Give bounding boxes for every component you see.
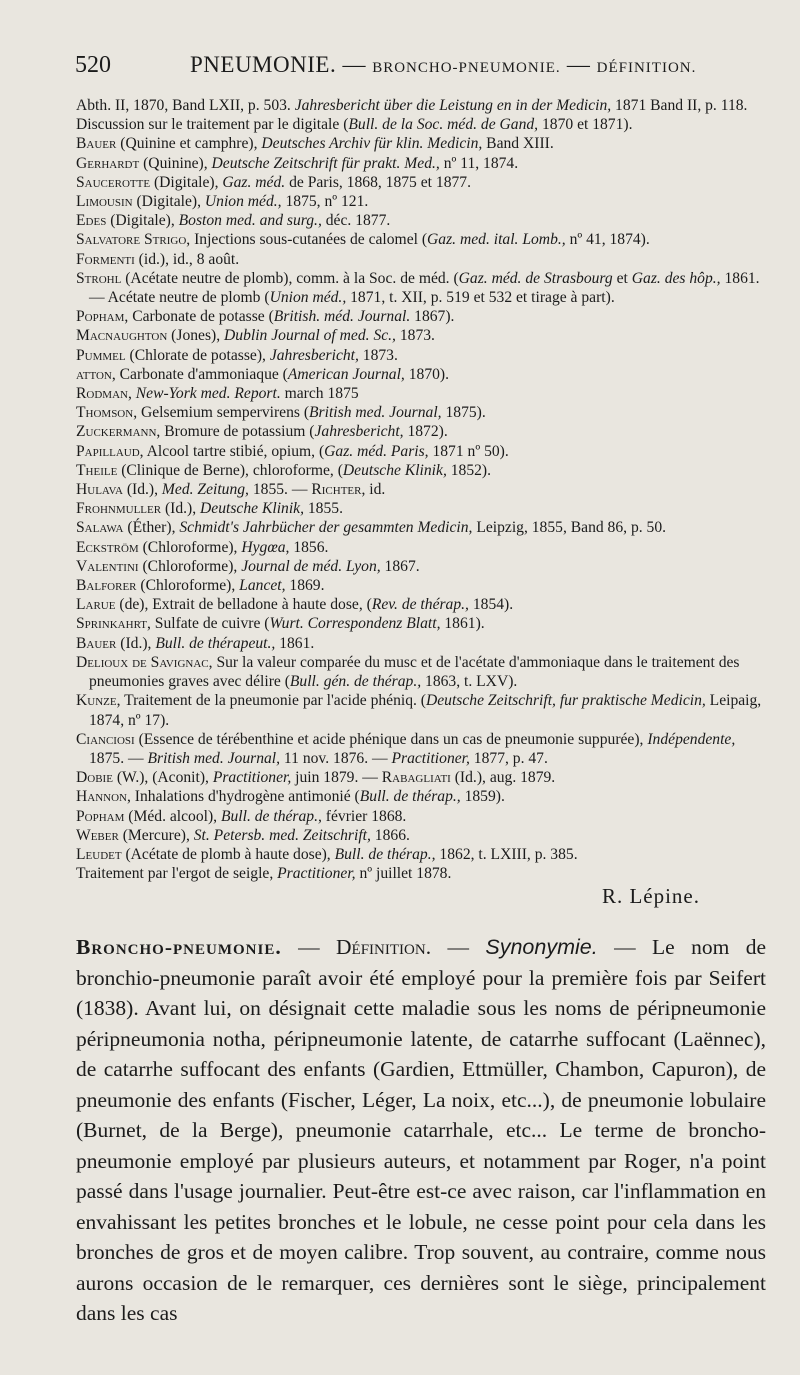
entry-text: (Id.), bbox=[122, 481, 162, 499]
bibliography-entry bbox=[76, 461, 766, 480]
entry-author: Rabagliati bbox=[381, 769, 451, 787]
entry-text: 1852). bbox=[446, 461, 492, 479]
entry-author: Papillaud bbox=[76, 442, 140, 460]
entry-author: Limousin bbox=[76, 193, 133, 211]
entry-text: 1859). bbox=[460, 788, 505, 806]
article-text: — Le nom de bronchio-pneumonie paraît avoir été employé pour la première fois par Seifert (1838). Avant lui, on désignait cette maladie sous les noms de péripneumonie péripneumonia notha, péripneumonie latente, de catarrhe suffocant (Laënnec), de catarrhe suffocant des enfants (Gardien, Ettmüller, Chambon, Capuron), de pneumonie des enfants (Fischer, Léger, La noix, etc...), de pneumonie lobulaire (Burnet, de la Berge), pneumonie catarrhale, etc... Le terme de broncho-pneumonie employé par plusieurs auteurs, et notamment par Roger, n'a point passé dans l'usage journalier. Peut-être est-ce avec raison, car l'inflammation en envahissant les petites bronches et le lobule, ne cesse point pour cela dans les bronches de gros et de moyen calibre. Trop souvent, au contraire, comme nous aurons occasion de le remarquer, ces dernières sont le siège, principalement dans les cas bbox=[76, 935, 766, 1325]
entry-title: New-York med. Report. bbox=[135, 385, 281, 403]
entry-text: Abth. II, 1870, Band LXII, p. 503. bbox=[76, 97, 295, 114]
entry-text: (Quinine), bbox=[139, 154, 212, 172]
entry-text: , Traitement de la pneumonie par l'acide phéniq. ( bbox=[116, 692, 426, 710]
entry-author: Cianciosi bbox=[76, 730, 135, 748]
entry-title: Dublin Journal of med. Sc., bbox=[224, 327, 396, 345]
entry-title: Union méd., bbox=[269, 289, 347, 307]
entry-text: 1875). bbox=[441, 404, 486, 422]
bibliography-entry bbox=[76, 826, 766, 845]
entry-text: 1870). bbox=[404, 365, 450, 383]
running-header bbox=[75, 52, 765, 84]
section-synonymie: Synonymie. bbox=[485, 935, 598, 959]
bibliography-entry bbox=[76, 499, 766, 518]
entry-text: (Id.), bbox=[116, 634, 156, 652]
entry-title: British med. Journal, bbox=[309, 404, 442, 422]
entry-title: Bull. de thérapeut., bbox=[155, 634, 276, 652]
entry-text: 1875. — bbox=[89, 749, 148, 767]
entry-title: Deutsches Archiv für klin. Medicin, bbox=[261, 135, 483, 153]
entry-text: 1871 Band II, p. 118. bbox=[611, 97, 748, 114]
entry-title: Gaz. méd. de Strasbourg bbox=[458, 269, 613, 287]
entry-text: 1877, p. 47. bbox=[469, 749, 548, 767]
entry-text: (Id.), bbox=[161, 500, 201, 518]
entry-text: , Carbonate d'ammoniaque ( bbox=[111, 365, 288, 383]
entry-text: (Méd. alcool), bbox=[124, 807, 221, 825]
bibliography-entry bbox=[76, 768, 766, 787]
entry-text: (Digitale), bbox=[150, 173, 223, 191]
bibliography-entry bbox=[76, 730, 766, 768]
bibliography-entry bbox=[76, 442, 766, 461]
entry-text: , Sur la valeur comparée du musc et de l'acétate d'ammoniaque dans le traitement des pneumonies graves avec délire ( bbox=[89, 653, 740, 691]
entry-text: 1861. — Acétate neutre de plomb ( bbox=[89, 269, 760, 307]
entry-text: 1871, t. XII, p. 519 et 532 et tirage à part). bbox=[346, 289, 615, 307]
bibliography-entry bbox=[76, 211, 766, 230]
entry-author: Formenti bbox=[76, 250, 135, 268]
bibliography-entry bbox=[76, 422, 766, 441]
bibliography-entry bbox=[76, 192, 766, 211]
entry-text: (de), Extrait de belladone à haute dose, ( bbox=[115, 596, 372, 614]
bibliography-entry bbox=[76, 845, 766, 864]
bibliography-entry bbox=[76, 307, 766, 326]
entry-title: Hygœa, bbox=[241, 538, 290, 556]
bibliography-entry bbox=[76, 230, 766, 249]
entry-text: (Quinine et camphre), bbox=[116, 135, 262, 153]
entry-text: 11 nov. 1876. — bbox=[280, 749, 392, 767]
entry-text: (Chloroforme), bbox=[138, 557, 242, 575]
entry-title: Jahresbericht über die Leistung en in der Medicin, bbox=[294, 97, 612, 114]
article-headword: Broncho-pneumonie. bbox=[76, 935, 282, 959]
entry-title: Deutsche Klinik, bbox=[200, 500, 304, 518]
entry-text: 1867). bbox=[410, 308, 455, 326]
entry-text: 1863, t. LXV). bbox=[421, 673, 518, 691]
entry-text: (Digitale), bbox=[132, 193, 205, 211]
entry-author: Hulava bbox=[76, 481, 123, 499]
entry-text: (Chloroforme), bbox=[138, 538, 242, 556]
entry-author: Gerhardt bbox=[76, 154, 140, 172]
bibliography-entry bbox=[76, 653, 766, 691]
entry-text: , Injections sous-cutanées de calomel ( bbox=[186, 231, 428, 249]
entry-title: Gaz. méd. bbox=[222, 173, 286, 191]
entry-author: Macnaughton bbox=[76, 327, 168, 345]
bibliography-entry bbox=[76, 634, 766, 653]
entry-text: Discussion sur le traitement par le digitale ( bbox=[76, 116, 349, 134]
entry-text: 1873. bbox=[395, 327, 435, 345]
entry-text: 1867. bbox=[380, 557, 420, 575]
entry-title: Schmidt's Jahrbücher der gesammten Medicin, bbox=[179, 519, 473, 537]
entry-text: (Mercure), bbox=[118, 826, 194, 844]
entry-text: (Clinique de Berne), chloroforme, ( bbox=[117, 461, 343, 479]
entry-author: Theile bbox=[76, 461, 118, 479]
entry-text: (Digitale), bbox=[106, 212, 179, 230]
entry-text: (Acétate de plomb à haute dose), bbox=[121, 845, 335, 863]
entry-text: Traitement par l'ergot de seigle, bbox=[76, 865, 278, 883]
entry-text: (Essence de térébenthine et acide phénique dans un cas de pneumonie suppurée), bbox=[134, 730, 648, 748]
entry-author: Kunze bbox=[76, 692, 117, 710]
section-definition: Définition. bbox=[336, 935, 432, 959]
entry-text: 1855. — bbox=[248, 481, 312, 499]
entry-text: (Id.), aug. 1879. bbox=[450, 769, 556, 787]
entry-title: Practitioner, bbox=[391, 749, 470, 767]
entry-text: de Paris, 1868, 1875 et 1877. bbox=[285, 173, 471, 191]
entry-text: 1861). bbox=[440, 615, 485, 633]
entry-author: Richter bbox=[311, 481, 362, 499]
entry-author: atton bbox=[76, 365, 112, 383]
bibliography-entry bbox=[76, 691, 766, 729]
bibliography-entry bbox=[76, 326, 766, 345]
page-number: 520 bbox=[75, 52, 111, 78]
entry-text: , id. bbox=[361, 481, 386, 499]
entry-author: Salawa bbox=[76, 519, 124, 537]
entry-text: , bbox=[127, 385, 136, 403]
entry-text: 1872). bbox=[403, 423, 448, 441]
entry-text: et bbox=[612, 269, 632, 287]
entry-title: British. méd. Journal. bbox=[273, 308, 411, 326]
bibliography-entry bbox=[76, 154, 766, 173]
author-signature: R. Lépine. bbox=[601, 884, 700, 908]
header-section: DÉFINITION. bbox=[596, 60, 697, 76]
bibliography-entry bbox=[76, 250, 766, 269]
bibliography-entry bbox=[76, 807, 766, 826]
header-title: PNEUMONIE. bbox=[190, 52, 337, 77]
entry-title: Lancet, bbox=[239, 577, 286, 595]
entry-title: Bull. de la Soc. méd. de Gand, bbox=[348, 116, 539, 134]
entry-author: Weber bbox=[76, 826, 119, 844]
entry-text: nº juillet 1878. bbox=[355, 865, 452, 883]
entry-title: Bull. de thérap., bbox=[334, 845, 436, 863]
bibliography-entry bbox=[76, 96, 766, 115]
entry-author: Saucerotte bbox=[76, 173, 151, 191]
entry-title: Gaz. med. ital. Lomb., bbox=[427, 231, 566, 249]
entry-text: 1861. bbox=[275, 634, 315, 652]
entry-title: Union méd., bbox=[204, 193, 282, 211]
bibliography-entry bbox=[76, 614, 766, 633]
bibliography-entry bbox=[76, 480, 766, 499]
entry-text: 1854). bbox=[468, 596, 514, 614]
entry-text: 1870 et 1871). bbox=[538, 116, 633, 134]
entry-title: Gaz. méd. Paris, bbox=[324, 442, 429, 460]
entry-text: Band XIII. bbox=[482, 135, 554, 153]
entry-text: 1862, t. LXIII, p. 385. bbox=[435, 845, 578, 863]
entry-title: Bull. de thérap., bbox=[359, 788, 461, 806]
entry-text: 1873. bbox=[358, 346, 398, 364]
entry-title: Med. Zeitung, bbox=[161, 481, 249, 499]
entry-title: Practitioner, bbox=[277, 865, 356, 883]
entry-text: nº 11, 1874. bbox=[439, 154, 519, 172]
entry-title: Journal de méd. Lyon, bbox=[241, 557, 381, 575]
entry-title: British med. Journal, bbox=[147, 749, 281, 767]
entry-text: février 1868. bbox=[321, 807, 407, 825]
bibliography-list bbox=[76, 96, 766, 883]
entry-text: , Carbonate de potasse ( bbox=[124, 308, 274, 326]
entry-text: , Sulfate de cuivre ( bbox=[146, 615, 270, 633]
entry-author: Salvatore Strigo bbox=[76, 231, 187, 249]
entry-text: , Gelsemium sempervirens ( bbox=[133, 404, 310, 422]
entry-title: Deutsche Zeitschrift, fur praktische Medicin, bbox=[426, 692, 706, 710]
entry-author: Pummel bbox=[76, 346, 126, 364]
entry-author: Dobie bbox=[76, 769, 113, 787]
entry-title: Deutsche Zeitschrift für prakt. Med., bbox=[211, 154, 440, 172]
bibliography-entry bbox=[76, 346, 766, 365]
bibliography-entry bbox=[76, 787, 766, 806]
bibliography-entry bbox=[76, 864, 766, 883]
entry-author: Balforer bbox=[76, 577, 137, 595]
entry-author: Eckström bbox=[76, 538, 139, 556]
entry-author: Hannon bbox=[76, 788, 127, 806]
entry-author: Rodman bbox=[76, 385, 128, 403]
entry-title: Gaz. des hôp., bbox=[631, 269, 721, 287]
entry-text: (Acétate neutre de plomb), comm. à la Soc. de méd. ( bbox=[121, 269, 459, 287]
entry-text: Leipaig, 1874, nº 17). bbox=[89, 692, 762, 729]
entry-author: Strohl bbox=[76, 269, 122, 287]
entry-text: 1875, nº 121. bbox=[281, 193, 369, 211]
entry-title: Bull. de thérap., bbox=[220, 807, 322, 825]
bibliography-entry bbox=[76, 576, 766, 595]
entry-title: Bull. gén. de thérap., bbox=[289, 673, 422, 691]
entry-title: Indépendente, bbox=[647, 730, 736, 748]
bibliography-entry bbox=[76, 384, 766, 403]
entry-text: 1856. bbox=[289, 538, 329, 556]
entry-author: Delioux de Savignac bbox=[76, 653, 209, 671]
entry-text: déc. 1877. bbox=[321, 212, 391, 230]
entry-title: Jahresbericht, bbox=[314, 423, 404, 441]
entry-title: Wurt. Correspondenz Blatt, bbox=[269, 615, 441, 633]
entry-text: (Chloroforme), bbox=[136, 577, 240, 595]
entry-text: 1869. bbox=[285, 577, 325, 595]
entry-title: Boston med. and surg., bbox=[178, 212, 322, 230]
entry-text: 1866. bbox=[370, 826, 410, 844]
entry-text: march 1875 bbox=[280, 385, 359, 403]
entry-title: Deutsche Klinik, bbox=[342, 461, 447, 479]
header-subtitle: BRONCHO-PNEUMONIE. bbox=[372, 60, 561, 76]
article-body: Broncho-pneumonie. — Définition. — Synonymie. — Le nom de bronchio-pneumonie paraît avoir été employé pour la première fois par Seifert (1838). Avant lui, on désignait cette maladie sous les noms de péripneumonie péripneumonia notha, péripneumonie latente, de catarrhe suffocant (Laënnec), de catarrhe suffocant des enfants (Gardien, Ettmüller, Chambon, Capuron), de pneumonie des enfants (Fischer, Léger, La noix, etc...), de pneumonie lobulaire (Burnet, de la Berge), pneumonie catarrhale, etc... Le terme de broncho-pneumonie employé par plusieurs auteurs, et notamment par Roger, n'a point passé dans l'usage journalier. Peut-être est-ce avec raison, car l'inflammation en envahissant les petites bronches et le lobule, ne cesse point pour cela dans les bronches de gros et de moyen calibre. Trop souvent, au contraire, comme nous aurons occasion de le remarquer, ces dernières sont le siège, principalement dans les cas bbox=[76, 935, 766, 1325]
bibliography-entry bbox=[76, 538, 766, 557]
entry-author: Zuckermann bbox=[76, 423, 157, 441]
entry-author: Thomson bbox=[76, 404, 134, 422]
bibliography-entry bbox=[76, 134, 766, 153]
bibliography-entry bbox=[76, 173, 766, 192]
entry-text: (Chlorate de potasse), bbox=[125, 346, 270, 364]
entry-title: Jahresbericht, bbox=[269, 346, 359, 364]
entry-title: Rev. de thérap., bbox=[371, 596, 469, 614]
bibliography-entry bbox=[76, 518, 766, 537]
entry-title: St. Petersb. med. Zeitschrift, bbox=[193, 826, 371, 844]
running-title: PNEUMONIE. — BRONCHO-PNEUMONIE. — DÉFINITION. bbox=[190, 52, 697, 77]
entry-text: 1855. bbox=[303, 500, 343, 518]
entry-author: Bauer bbox=[76, 135, 117, 153]
entry-title: American Journal, bbox=[287, 365, 405, 383]
entry-text: 1871 nº 50). bbox=[428, 442, 509, 460]
entry-text: nº 41, 1874). bbox=[565, 231, 650, 249]
entry-author: Frohnmuller bbox=[76, 500, 162, 518]
entry-text: (id.), id., 8 août. bbox=[134, 250, 240, 268]
bibliography-entry bbox=[76, 269, 766, 307]
bibliography-entry bbox=[76, 557, 766, 576]
entry-text: Leipzig, 1855, Band 86, p. 50. bbox=[472, 519, 667, 537]
entry-text: juin 1879. — bbox=[291, 769, 382, 787]
entry-author: Bauer bbox=[76, 634, 117, 652]
entry-author: Sprinkahrt bbox=[76, 615, 147, 633]
entry-text: (W.), (Aconit), bbox=[112, 769, 213, 787]
entry-author: Popham bbox=[76, 807, 125, 825]
bibliography-entry bbox=[76, 115, 766, 134]
bibliography-entry bbox=[76, 403, 766, 422]
entry-text: (Éther), bbox=[123, 519, 180, 537]
entry-text: , Bromure de potassium ( bbox=[156, 423, 315, 441]
entry-text: , Alcool tartre stibié, opium, ( bbox=[139, 442, 325, 460]
bibliography-entry bbox=[76, 595, 766, 614]
entry-author: Larue bbox=[76, 596, 116, 614]
entry-author: Popham bbox=[76, 308, 125, 326]
entry-text: , Inhalations d'hydrogène antimonié ( bbox=[126, 788, 360, 806]
entry-title: Practitioner, bbox=[212, 769, 292, 787]
entry-text: (Jones), bbox=[167, 327, 225, 345]
entry-author: Valentini bbox=[76, 557, 139, 575]
entry-author: Edes bbox=[76, 212, 107, 230]
entry-author: Leudet bbox=[76, 845, 122, 863]
bibliography-entry bbox=[76, 365, 766, 384]
